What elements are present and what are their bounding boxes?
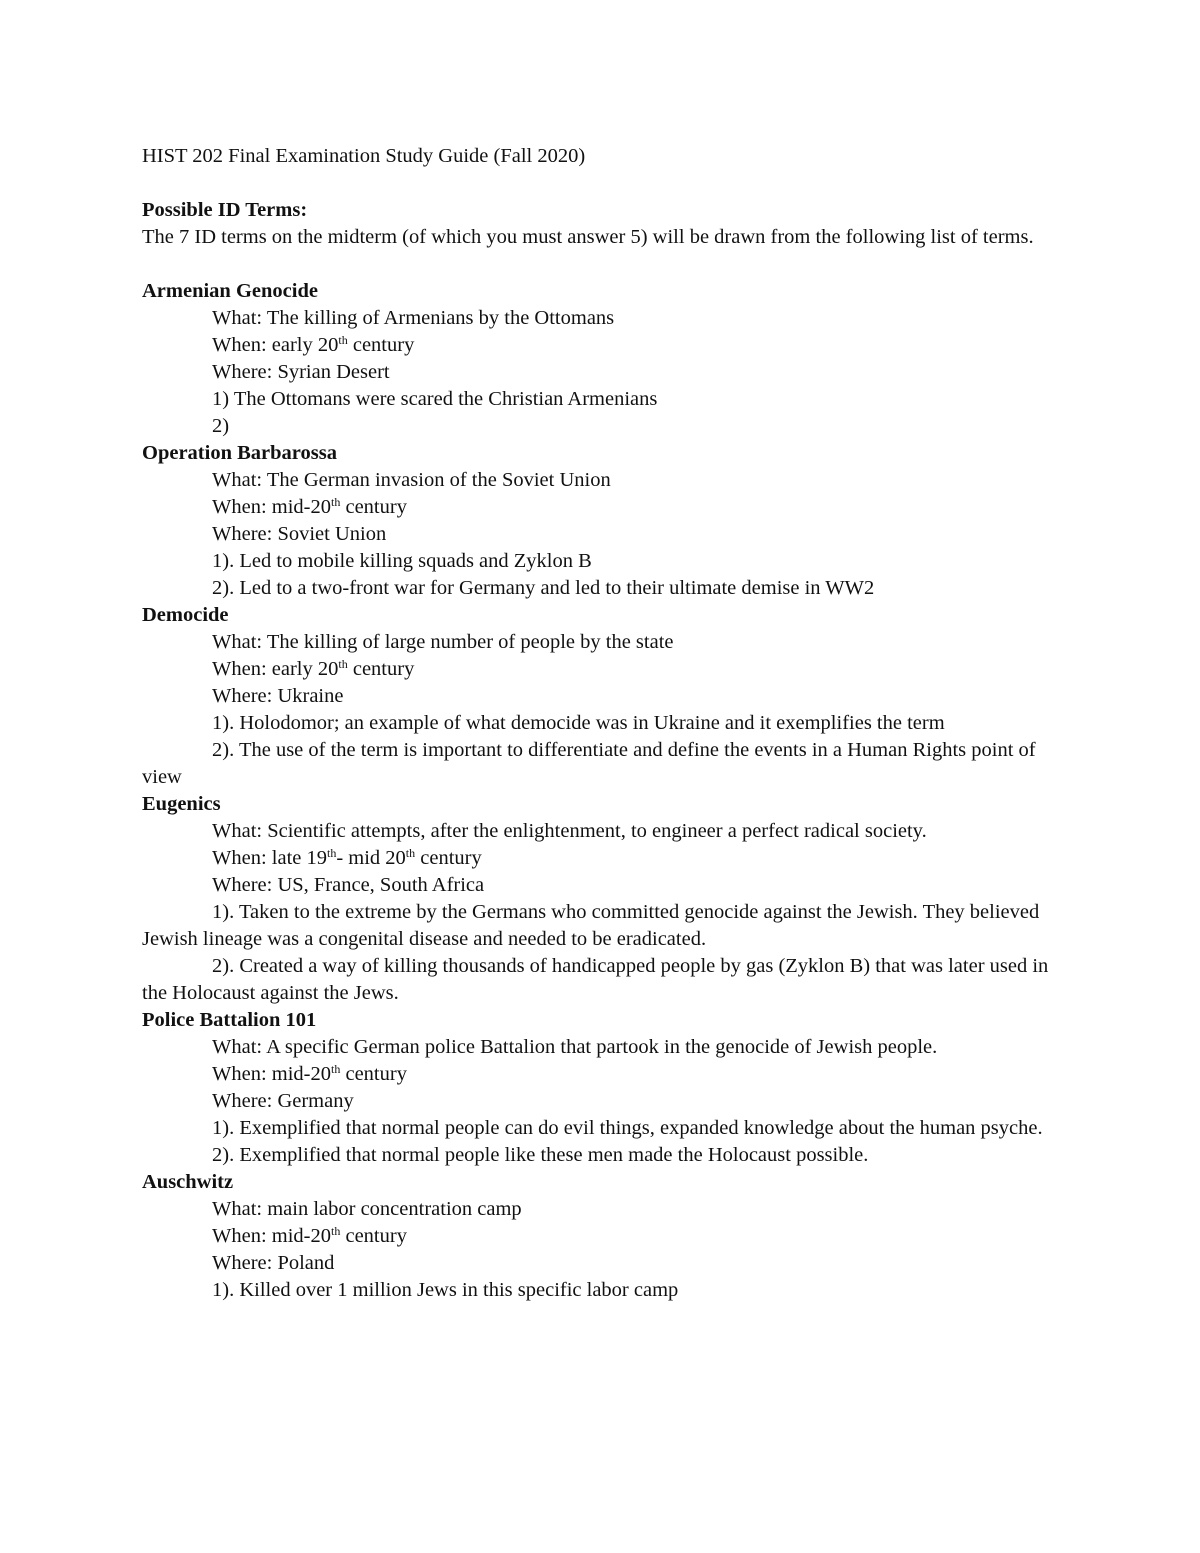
when-superscript: th: [331, 1224, 341, 1238]
entry-title: Democide: [142, 604, 229, 626]
entry-where: Where: Ukraine: [212, 685, 344, 707]
when-superscript: th: [331, 1062, 341, 1076]
when-text: When: early 20: [212, 658, 339, 680]
entry-what: What: A specific German police Battalion that partook in the genocide of Jewish people.: [212, 1036, 938, 1058]
when-suffix: century: [347, 334, 415, 356]
entry-when: [142, 494, 1072, 521]
entry-when: [142, 1061, 1072, 1088]
entry-point-1: 1). Holodomor; an example of what democide was in Ukraine and it exemplifies the term: [212, 712, 945, 734]
entry-what: What: The killing of large number of people by the state: [212, 631, 674, 653]
when-suffix: century: [347, 658, 415, 680]
when-text: When: mid-20: [212, 1063, 331, 1085]
entry-title: Operation Barbarossa: [142, 442, 337, 464]
document-title: HIST 202 Final Examination Study Guide (Fall 2020): [142, 145, 586, 167]
entry-point-1: 1). Led to mobile killing squads and Zyklon B: [212, 550, 592, 572]
entry-where: Where: US, France, South Africa: [212, 874, 485, 896]
entry-when: [142, 656, 1072, 683]
when-middle: - mid 20: [336, 847, 406, 869]
when-superscript: th: [338, 333, 348, 347]
entry-point-1: 1). Taken to the extreme by the Germans who committed genocide against the Jewish. They believed Jewish lineage was a congenital disease and needed to be eradicated.: [142, 901, 1040, 950]
entry-where: Where: Poland: [212, 1252, 335, 1274]
when-suffix: century: [340, 1225, 407, 1247]
when-text: When: mid-20: [212, 1225, 331, 1247]
entry-title: Police Battalion 101: [142, 1009, 317, 1031]
intro-paragraph: The 7 ID terms on the midterm (of which you must answer 5) will be drawn from the following list of terms.: [142, 226, 1034, 248]
entry-democide: [142, 602, 1072, 791]
when-suffix: century: [340, 1063, 407, 1085]
section-heading: Possible ID Terms:: [142, 199, 308, 221]
when-text: When: mid-20: [212, 496, 331, 518]
entry-title: Armenian Genocide: [142, 280, 318, 302]
entry-police-battalion-101: [142, 1007, 1072, 1169]
entry-point-1: 1) The Ottomans were scared the Christian Armenians: [212, 388, 658, 410]
when-superscript: th: [338, 657, 348, 671]
entry-point-2: 2). Created a way of killing thousands of handicapped people by gas (Zyklon B) that was later used in the Holocaust against the Jews.: [142, 955, 1049, 1004]
entry-operation-barbarossa: [142, 440, 1072, 602]
entry-point-2: 2). Exemplified that normal people like these men made the Holocaust possible.: [212, 1144, 869, 1166]
entry-point-1: 1). Exemplified that normal people can do evil things, expanded knowledge about the human psyche.: [212, 1117, 1043, 1139]
entry-where: Where: Syrian Desert: [212, 361, 390, 383]
when-suffix: century: [415, 847, 482, 869]
when-suffix: century: [340, 496, 407, 518]
entry-when: [142, 332, 1072, 359]
entry-auschwitz: [142, 1169, 1072, 1304]
when-superscript: th: [331, 495, 341, 509]
entry-what: What: Scientific attempts, after the enlightenment, to engineer a perfect radical society.: [212, 820, 927, 842]
entry-point-2: 2). The use of the term is important to differentiate and define the events in a Human Rights point of view: [142, 739, 1036, 788]
entry-when: [142, 1223, 1072, 1250]
document-page: [142, 143, 1072, 1304]
entry-title: Eugenics: [142, 793, 221, 815]
when-text: When: late 19: [212, 847, 327, 869]
entry-what: What: main labor concentration camp: [212, 1198, 522, 1220]
entry-title: Auschwitz: [142, 1171, 234, 1193]
when-superscript: th: [326, 846, 337, 860]
entry-where: Where: Germany: [212, 1090, 354, 1112]
entry-when: [142, 845, 1072, 872]
entry-point-2: 2). Led to a two-front war for Germany and led to their ultimate demise in WW2: [212, 577, 875, 599]
entry-eugenics: [142, 791, 1072, 1007]
entry-what: What: The German invasion of the Soviet Union: [212, 469, 611, 491]
entry-armenian-genocide: [142, 278, 1072, 440]
when-text: When: early 20: [212, 334, 339, 356]
entry-where: Where: Soviet Union: [212, 523, 387, 545]
entry-what: What: The killing of Armenians by the Ottomans: [212, 307, 615, 329]
when-superscript-2: th: [405, 846, 416, 860]
entry-point-2: 2): [212, 415, 230, 437]
entry-point-1: 1). Killed over 1 million Jews in this specific labor camp: [212, 1279, 679, 1301]
